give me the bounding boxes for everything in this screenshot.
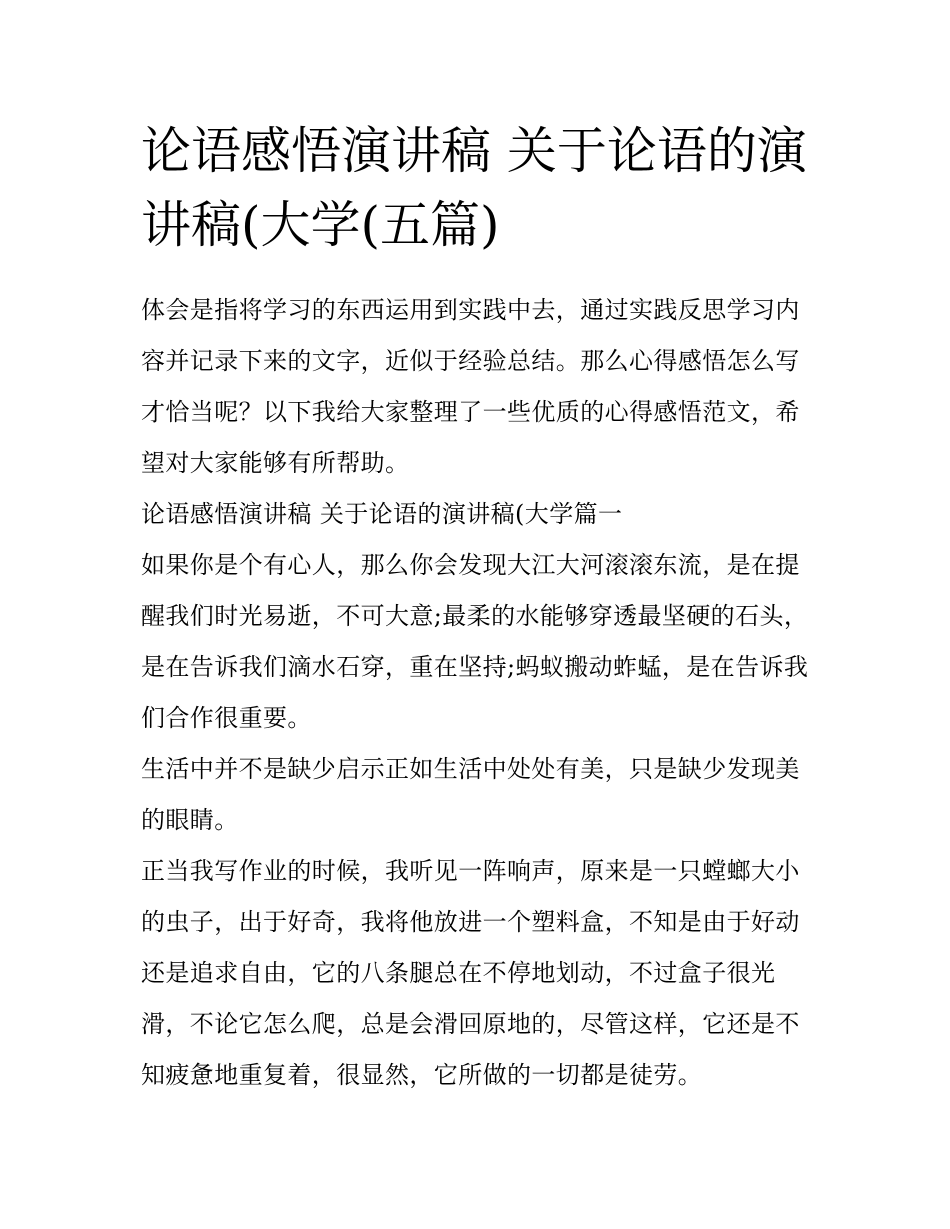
document-content <box>141 114 813 1101</box>
body-paragraph: 生活中并不是缺少启示正如生活中处处有美，只是缺少发现美的眼睛。 <box>141 755 800 834</box>
section-heading: 论语感悟演讲稿 关于论语的演讲稿(大学篇一 <box>141 500 623 528</box>
document-title: 论语感悟演讲稿 关于论语的演讲稿(大学(五篇) <box>141 122 807 254</box>
body-paragraph: 如果你是个有心人，那么你会发现大江大河滚滚东流，是在提醒我们时光易逝，不可大意;最柔的水能够穿透最坚硬的石头，是在告诉我们滴水石穿，重在坚持;蚂蚁搬动蚱蜢，是在告诉我们合作很重要。 <box>141 551 809 732</box>
body-paragraph: 正当我写作业的时候，我听见一阵响声，原来是一只螳螂大小的虫子，出于好奇，我将他放进一个塑料盒，不知是由于好动还是追求自由，它的八条腿总在不停地划动，不过盒子很光滑，不论它怎么爬，总是会滑回原地的，尽管这样，它还是不知疲惫地重复着，很显然，它所做的一切都是徒劳。 <box>141 857 800 1089</box>
intro-paragraph: 体会是指将学习的东西运用到实践中去，通过实践反思学习内容并记录下来的文字，近似于经验总结。那么心得感悟怎么写才恰当呢？以下我给大家整理了一些优质的心得感悟范文，希望对大家能够有所帮助。 <box>141 296 800 477</box>
